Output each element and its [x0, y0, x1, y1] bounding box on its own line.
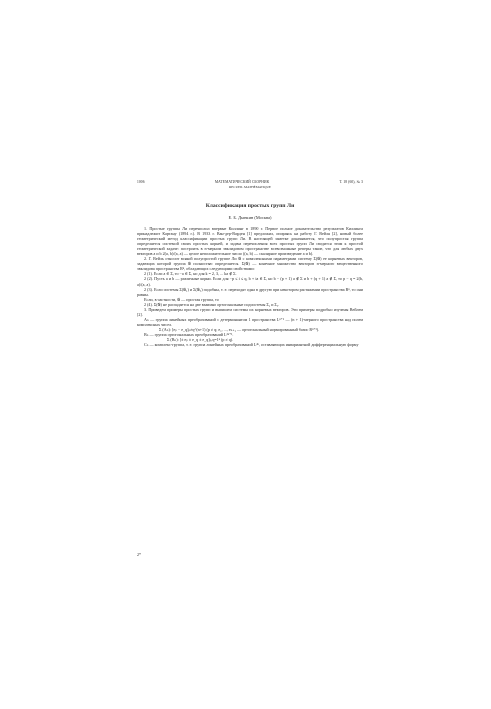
journal-title: МАТЕМАТИЧЕСКИЙ СБОРНИК [214, 180, 270, 184]
paragraph-5: 2 (3). Если системы Σ(𝔊₁) и Σ(𝔊₂) подобны, т. е. переходят одна в другую при некотором растяжении пространства Rⁿ, то они равны. [137, 286, 363, 297]
journal-series: RECUEIL MATHÉMATIQUE [229, 185, 271, 189]
journal-volume: Т. 18 (60), № 3 [339, 180, 363, 184]
paragraph-3: 2 (1). Если a ∈ Σ, то −a ∈ Σ, но для k = 2, 3, ... ka ∉ Σ. [144, 271, 237, 277]
formula-1: Σ (Aₙ): [eₚ − e_q]ₚ≠q^(n+1) (p ≠ q; e₁, ..., eₙ₊₁ — ортогональный нормированный базис Rⁿ⁺¹). [159, 326, 320, 332]
running-header [137, 180, 363, 184]
page-number: 1006 [137, 180, 145, 184]
footer-signature-mark: 2* [137, 552, 141, 557]
paragraph-6: Если, в частности, 𝔊 — простая группа, то [144, 296, 219, 302]
article-author: Е. Б. Дынкин (Москва) [228, 215, 272, 220]
article-title: Классификация простых групп Ли [205, 203, 295, 209]
paragraph-7: 2 (4). Σ(𝔊) не распадается на две взаимно ортогональные подсистемы Σ₁ и Σ₂. [144, 301, 280, 307]
paragraph-2: 2. Г. Вейль относит всякой полупростой группе Ли 𝔊 с комплексными параметрами систему Σ(𝔊) ее корневых векторов, задающих которой группа 𝔊 полностью определяется. Σ(𝔊) — конечное множество векторов n-мерного вещественного эвклидова пространства Rⁿ, обладающих следующими свойствами: [137, 256, 363, 272]
paragraph-9: Aₙ — группа линейных преобразований с детерминантом 1 пространства Lⁿ⁺¹ — (n + 1)-мерного пространства над полем комплексных чисел. [137, 316, 363, 327]
paragraph-8: 3. Приведем примеры простых групп и выпишем системы их корневых векторов. Эти примеры подробно изучены Вейлем [2]. [137, 306, 363, 317]
paragraph-10: Bₙ — группа ортогональных преобразований L²ⁿ⁺¹. [144, 331, 234, 337]
article-body [137, 226, 363, 347]
article-page [137, 180, 363, 347]
paragraph-11: Cₙ — комплекс-группа, т. е. группа линейных преобразований L²ⁿ, оставляющих инвариантной дифференциальную форму [144, 342, 359, 348]
paragraph-4: 2 (2). Пусть a и b — различные корни. Если для −p ≤ i ≤ q, b + ia ∈ Σ, но b − (p + 1) a ∉ Σ и b + (q + 1) a ∉ Σ, то p − q = 2(b, a)/(a, a). [137, 276, 363, 287]
formula-2: Σ (Bₙ): [± eₚ ± e_q ± e_q]ₚ,q=1ⁿ (p ≠ q). [167, 337, 234, 343]
paragraph-1: 1. Простые группы Ли перечислил впервые Киллинг в 1890 г. Первое полное доказательство результатов Киллинга принадлежит Картану (1894 г.). В 1933 г. Ван-дер-Варден [1] предложил, опираясь на работу Г. Вейля [2], новый более геометрический метод классификации простых групп Ли. В настоящей заметке доказывается, что полупростая группа определяется системой своих простых корней, и задача перечисления всех простых групп Ли сводится этим к простой геометрической задаче: построить в n-мерном эвклидовом пространстве всевозможные реперы такие, что для любых двух векторов a и b 2(a, b)/(a, a) — целое неположительное число ((a, b) — скалярное произведение a и b). [137, 226, 363, 257]
